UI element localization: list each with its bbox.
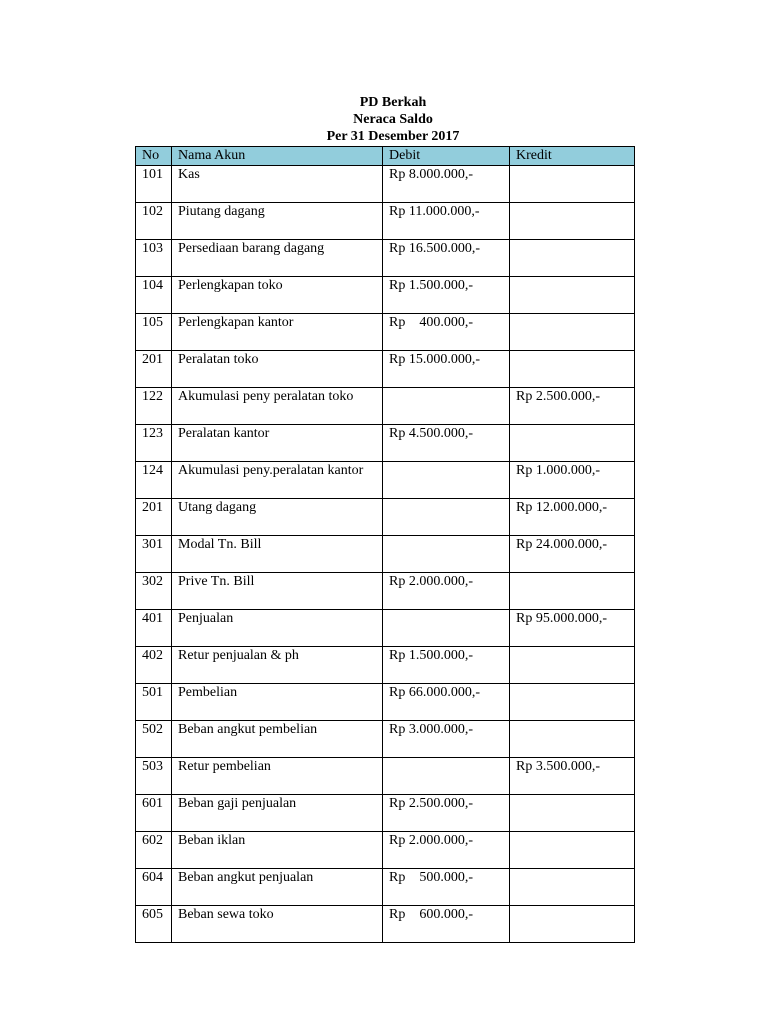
kredit-cell: Rp 1.000.000,-	[510, 462, 635, 499]
account-number-cell: 601	[136, 795, 172, 832]
debit-cell: Rp 600.000,-	[383, 906, 510, 943]
kredit-cell	[510, 240, 635, 277]
kredit-cell	[510, 684, 635, 721]
kredit-cell	[510, 832, 635, 869]
table-row	[136, 610, 635, 647]
debit-cell: Rp 16.500.000,-	[383, 240, 510, 277]
account-name-cell: Peralatan toko	[172, 351, 383, 388]
account-name-cell: Beban sewa toko	[172, 906, 383, 943]
table-row	[136, 499, 635, 536]
account-number-cell: 123	[136, 425, 172, 462]
debit-cell	[383, 758, 510, 795]
account-number-cell: 302	[136, 573, 172, 610]
table-row	[136, 869, 635, 906]
account-number-cell: 605	[136, 906, 172, 943]
account-name-cell: Penjualan	[172, 610, 383, 647]
document-heading	[0, 94, 768, 145]
table-row	[136, 351, 635, 388]
kredit-cell	[510, 425, 635, 462]
account-number-cell: 201	[136, 499, 172, 536]
debit-cell	[383, 536, 510, 573]
debit-cell	[383, 388, 510, 425]
account-number-cell: 301	[136, 536, 172, 573]
account-name-cell: Beban gaji penjualan	[172, 795, 383, 832]
account-number-cell: 101	[136, 166, 172, 203]
column-header-kredit: Kredit	[510, 147, 635, 166]
debit-cell	[383, 499, 510, 536]
table-row	[136, 388, 635, 425]
debit-cell	[383, 462, 510, 499]
debit-cell: Rp 2.000.000,-	[383, 832, 510, 869]
account-name-cell: Perlengkapan toko	[172, 277, 383, 314]
account-name-cell: Beban angkut penjualan	[172, 869, 383, 906]
account-name-cell: Kas	[172, 166, 383, 203]
kredit-cell: Rp 12.000.000,-	[510, 499, 635, 536]
company-name: PD Berkah	[359, 95, 427, 110]
column-header-debit: Debit	[383, 147, 510, 166]
kredit-cell	[510, 203, 635, 240]
debit-cell	[383, 610, 510, 647]
account-number-cell: 401	[136, 610, 172, 647]
table-row	[136, 240, 635, 277]
account-name-cell: Akumulasi peny peralatan toko	[172, 388, 383, 425]
report-title: Neraca Saldo	[353, 112, 433, 127]
kredit-cell	[510, 573, 635, 610]
account-number-cell: 102	[136, 203, 172, 240]
debit-cell: Rp 8.000.000,-	[383, 166, 510, 203]
debit-cell: Rp 3.000.000,-	[383, 721, 510, 758]
account-number-cell: 402	[136, 647, 172, 684]
debit-cell: Rp 1.500.000,-	[383, 277, 510, 314]
table-header-row	[136, 147, 635, 166]
debit-cell: Rp 11.000.000,-	[383, 203, 510, 240]
account-name-cell: Retur penjualan & ph	[172, 647, 383, 684]
account-number-cell: 104	[136, 277, 172, 314]
debit-cell: Rp 66.000.000,-	[383, 684, 510, 721]
table-row	[136, 795, 635, 832]
table-row	[136, 647, 635, 684]
debit-cell: Rp 2.500.000,-	[383, 795, 510, 832]
kredit-cell: Rp 95.000.000,-	[510, 610, 635, 647]
account-name-cell: Modal Tn. Bill	[172, 536, 383, 573]
kredit-cell: Rp 2.500.000,-	[510, 388, 635, 425]
column-header-no: No	[136, 147, 172, 166]
table-row	[136, 314, 635, 351]
account-number-cell: 122	[136, 388, 172, 425]
account-number-cell: 604	[136, 869, 172, 906]
account-number-cell: 502	[136, 721, 172, 758]
report-date: Per 31 Desember 2017	[326, 129, 460, 144]
account-name-cell: Prive Tn. Bill	[172, 573, 383, 610]
account-number-cell: 124	[136, 462, 172, 499]
table-row	[136, 462, 635, 499]
kredit-cell	[510, 721, 635, 758]
account-name-cell: Akumulasi peny.peralatan kantor	[172, 462, 383, 499]
table-row	[136, 277, 635, 314]
table-row	[136, 536, 635, 573]
table-row	[136, 425, 635, 462]
account-name-cell: Peralatan kantor	[172, 425, 383, 462]
kredit-cell	[510, 795, 635, 832]
table-row	[136, 906, 635, 943]
kredit-cell	[510, 166, 635, 203]
table-row	[136, 721, 635, 758]
debit-cell: Rp 2.000.000,-	[383, 573, 510, 610]
kredit-cell	[510, 869, 635, 906]
kredit-cell	[510, 351, 635, 388]
trial-balance-table	[135, 146, 635, 943]
kredit-cell	[510, 277, 635, 314]
debit-cell: Rp 400.000,-	[383, 314, 510, 351]
table-row	[136, 203, 635, 240]
account-name-cell: Pembelian	[172, 684, 383, 721]
kredit-cell: Rp 3.500.000,-	[510, 758, 635, 795]
debit-cell: Rp 1.500.000,-	[383, 647, 510, 684]
account-name-cell: Beban iklan	[172, 832, 383, 869]
account-name-cell: Beban angkut pembelian	[172, 721, 383, 758]
account-number-cell: 103	[136, 240, 172, 277]
account-number-cell: 105	[136, 314, 172, 351]
table-row	[136, 166, 635, 203]
kredit-cell	[510, 647, 635, 684]
account-number-cell: 201	[136, 351, 172, 388]
column-header-nama-akun: Nama Akun	[172, 147, 383, 166]
kredit-cell	[510, 314, 635, 351]
table-row	[136, 832, 635, 869]
account-number-cell: 602	[136, 832, 172, 869]
account-number-cell: 503	[136, 758, 172, 795]
account-number-cell: 501	[136, 684, 172, 721]
table-row	[136, 684, 635, 721]
account-name-cell: Perlengkapan kantor	[172, 314, 383, 351]
table-row	[136, 573, 635, 610]
table-row	[136, 758, 635, 795]
debit-cell: Rp 4.500.000,-	[383, 425, 510, 462]
debit-cell: Rp 15.000.000,-	[383, 351, 510, 388]
account-name-cell: Utang dagang	[172, 499, 383, 536]
account-name-cell: Piutang dagang	[172, 203, 383, 240]
table-body	[136, 166, 635, 943]
account-name-cell: Persediaan barang dagang	[172, 240, 383, 277]
debit-cell: Rp 500.000,-	[383, 869, 510, 906]
kredit-cell: Rp 24.000.000,-	[510, 536, 635, 573]
account-name-cell: Retur pembelian	[172, 758, 383, 795]
kredit-cell	[510, 906, 635, 943]
